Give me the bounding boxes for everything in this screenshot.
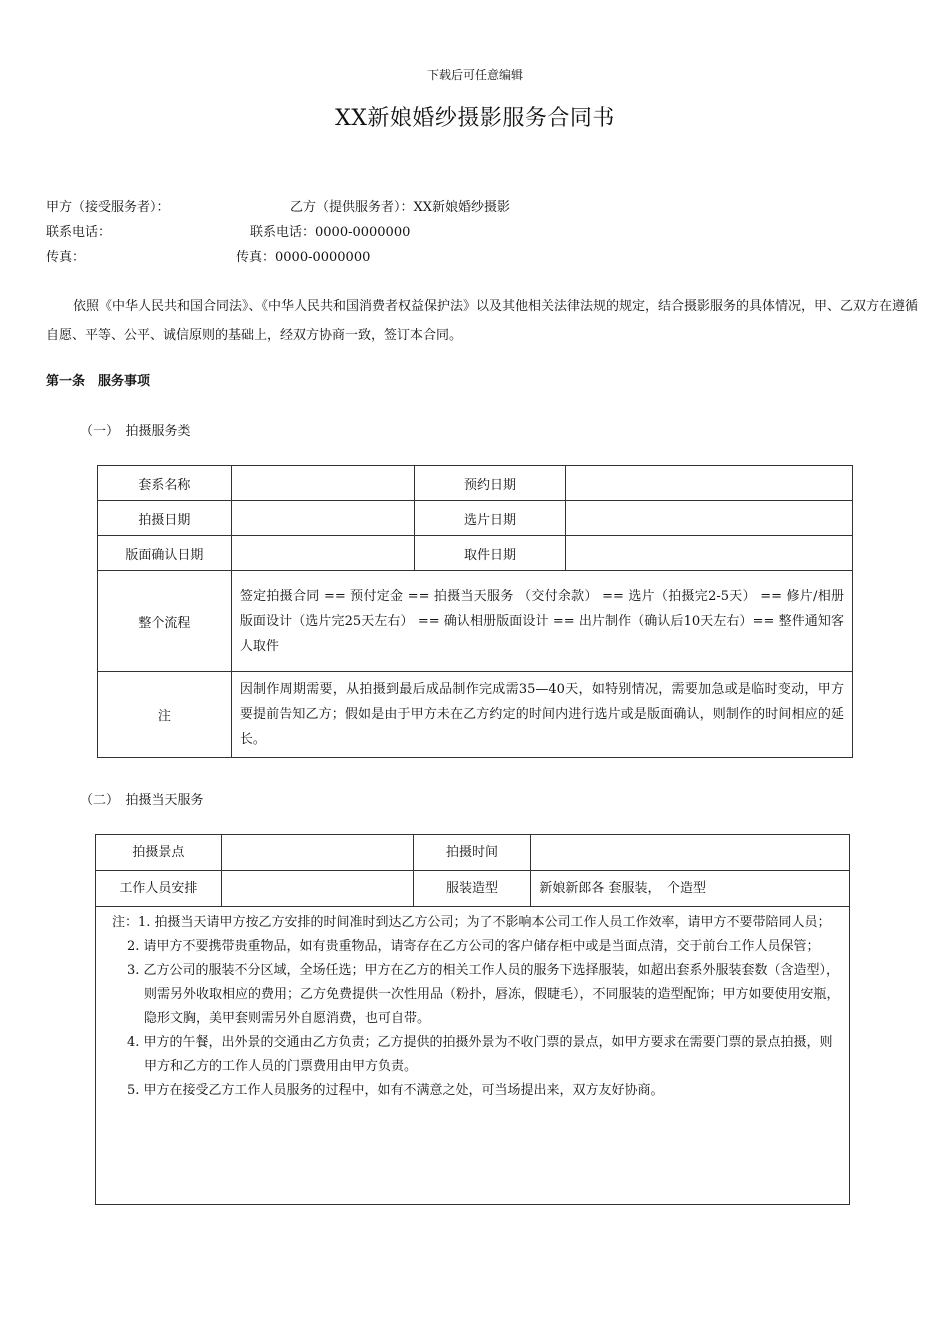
shooting-service-table <box>97 465 853 758</box>
process-label: 整个流程 <box>98 571 232 672</box>
shoot-date-label: 拍摄日期 <box>98 501 232 536</box>
table-row <box>98 466 853 501</box>
staff-cell[interactable] <box>221 871 413 907</box>
phone-b-label: 联系电话：0000-0000000 <box>250 225 411 240</box>
package-name-cell[interactable] <box>231 466 414 501</box>
fax-b-label: 传真：0000-0000000 <box>236 250 371 265</box>
costume-value: 新娘新郎各 套服装， 个造型 <box>531 871 850 907</box>
shoot-time-cell[interactable] <box>531 835 850 871</box>
layout-confirm-date-cell[interactable] <box>231 536 414 571</box>
costume-label: 服装造型 <box>413 871 531 907</box>
note-item: 4. 甲方的午餐，出外景的交通由乙方负责；乙方提供的拍摄外景为不收门票的景点，如甲方要求在需要门票的景点拍摄，则甲方和乙方的工作人员的门票费用由甲方负责。 <box>127 1035 833 1074</box>
location-label: 拍摄景点 <box>96 835 222 871</box>
intro-paragraph: 依照《中华人民共和国合同法》、《中华人民共和国消费者权益保护法》以及其他相关法律法规的规定，结合摄影服务的具体情况，甲、乙双方在遵循自愿、平等、公平、诚信原则的基础上，经双方协商一致，签订本合同。 <box>46 299 919 343</box>
package-name-label: 套系名称 <box>98 466 232 501</box>
booking-date-label: 预约日期 <box>414 466 566 501</box>
staff-label: 工作人员安排 <box>96 871 222 907</box>
subsection-1-heading: （一） 拍摄服务类 <box>80 424 191 439</box>
party-a-label: 甲方（接受服务者）： <box>46 200 170 215</box>
header-note: 下载后可任意编辑 <box>426 68 523 82</box>
location-cell[interactable] <box>221 835 413 871</box>
fax-a-label: 传真： <box>46 250 86 265</box>
note-item: 2. 请甲方不要携带贵重物品，如有贵重物品，请寄存在乙方公司的客户储存柜中或是当面点清，交于前台工作人员保管； <box>127 939 820 954</box>
booking-date-cell[interactable] <box>566 466 853 501</box>
table-row <box>96 835 850 871</box>
table-row <box>98 571 853 672</box>
note-item: 3. 乙方公司的服装不分区域，全场任选；甲方在乙方的相关工作人员的服务下选择服装，如超出套系外服装套数（含造型），则需另外收取相应的费用；乙方免费提供一次性用品（粉扑，唇冻，假睫毛），不同服装的造型配饰；甲方如要使用安瓶，隐形文胸，美甲套则需另外自愿消费，也可自带。 <box>127 963 840 1026</box>
note-item: 5. 甲方在接受乙方工作人员服务的过程中，如有不满意之处，可当场提出来，双方友好协商。 <box>127 1083 664 1098</box>
article-1-heading: 第一条 服务事项 <box>46 374 151 389</box>
document-title: XX新娘婚纱摄影服务合同书 <box>335 106 615 131</box>
shoot-day-table <box>95 834 850 1205</box>
party-b-label: 乙方（提供服务者）：XX新娘婚纱摄影 <box>290 200 511 215</box>
select-date-cell[interactable] <box>566 501 853 536</box>
table-row <box>98 536 853 571</box>
table-row <box>98 501 853 536</box>
table-row <box>96 907 850 1205</box>
layout-confirm-date-label: 版面确认日期 <box>98 536 232 571</box>
shoot-day-notes <box>96 907 850 1205</box>
note-label: 注 <box>98 672 232 758</box>
table-row <box>98 672 853 758</box>
pickup-date-label: 取件日期 <box>414 536 566 571</box>
subsection-2-heading: （二） 拍摄当天服务 <box>80 793 204 808</box>
note-item: 注：1. 拍摄当天请甲方按乙方安排的时间准时到达乙方公司；为了不影响本公司工作人员工作效率，请甲方不要带陪同人员； <box>112 915 831 930</box>
select-date-label: 选片日期 <box>414 501 566 536</box>
process-text: 签定拍摄合同 == 预付定金 == 拍摄当天服务 （交付余款） == 选片（拍摄完2-5天） == 修片/相册版面设计（选片完25天左右） == 确认相册版面设计 == 出片制作（确认后10天左右）== 整件通知客人取件 <box>231 571 852 672</box>
phone-a-label: 联系电话： <box>46 225 112 240</box>
table-row <box>96 871 850 907</box>
shoot-date-cell[interactable] <box>231 501 414 536</box>
note-text: 因制作周期需要，从拍摄到最后成品制作完成需35—40天，如特别情况，需要加急或是临时变动，甲方要提前告知乙方；假如是由于甲方未在乙方约定的时间内进行选片或是版面确认，则制作的时间相应的延长。 <box>231 672 852 758</box>
pickup-date-cell[interactable] <box>566 536 853 571</box>
shoot-time-label: 拍摄时间 <box>413 835 531 871</box>
